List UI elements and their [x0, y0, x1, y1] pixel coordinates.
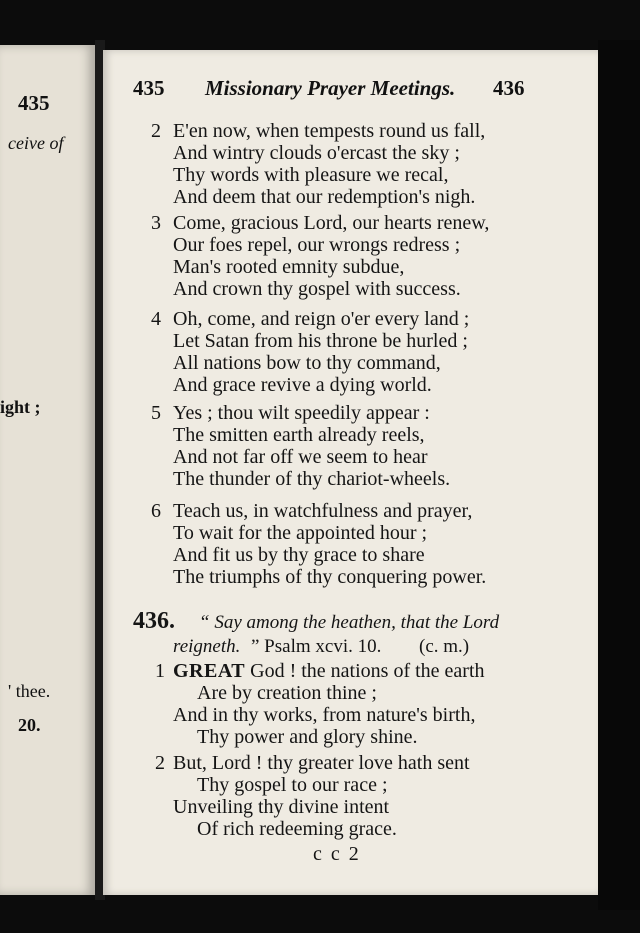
- verse-line: And wintry clouds o'ercast the sky ;: [173, 142, 460, 164]
- running-title: Missionary Prayer Meetings.: [205, 76, 456, 100]
- meter-label: (c. m.): [419, 636, 470, 657]
- verse-line: And in thy works, from nature's birth,: [173, 704, 476, 726]
- verse-line: And deem that our redemption's nigh.: [173, 186, 476, 208]
- verse-line: Of rich redeeming grace.: [197, 818, 397, 840]
- drop-cap-word: GREAT: [173, 660, 246, 682]
- scripture-reference: ” Psalm xcvi. 10.: [251, 636, 382, 657]
- verse-line: Yes ; thou wilt speedily appear :: [173, 402, 430, 424]
- verse-line: Our foes repel, our wrongs redress ;: [173, 234, 461, 256]
- left-page-fragment: 20.: [18, 715, 41, 735]
- left-page-fragment: ight ;: [0, 397, 41, 417]
- left-page-edge: [0, 45, 95, 895]
- hymn-number: 436.: [133, 608, 175, 634]
- left-page-fragment: ' thee.: [8, 681, 51, 701]
- verse-line: Let Satan from his throne be hurled ;: [173, 330, 468, 352]
- verse-number: 5: [151, 402, 161, 424]
- verse-line: E'en now, when tempests round us fall,: [173, 120, 486, 142]
- left-page-fragment: ceive of: [8, 133, 64, 153]
- verse-number: 6: [151, 500, 161, 522]
- left-page-number: 435: [18, 91, 50, 115]
- verse-number: 1: [155, 660, 165, 682]
- verse-line: But, Lord ! thy greater love hath sent: [173, 752, 470, 774]
- running-header: [133, 76, 533, 102]
- verse-line: The smitten earth already reels,: [173, 424, 425, 446]
- verse-number: 3: [151, 212, 161, 234]
- hymn-range-start: 435: [133, 76, 165, 100]
- verse-line: Are by creation thine ;: [197, 682, 377, 704]
- hymn-epigraph: “ Say among the heathen, that the Lord: [199, 612, 500, 633]
- verse-line: Thy gospel to our race ;: [197, 774, 388, 796]
- verse-line: And fit us by thy grace to share: [173, 544, 425, 566]
- verse-line: Unveiling thy divine intent: [173, 796, 390, 818]
- verse-line: Man's rooted emnity subdue,: [173, 256, 405, 278]
- verse-line: The thunder of thy chariot-wheels.: [173, 468, 451, 490]
- verse-line: All nations bow to thy command,: [173, 352, 441, 374]
- verse-line: Oh, come, and reign o'er every land ;: [173, 308, 470, 330]
- hymn-epigraph-end: reigneth.: [173, 636, 241, 657]
- verse-line: Teach us, in watchfulness and prayer,: [173, 500, 473, 522]
- verse-line: And not far off we seem to hear: [173, 446, 428, 468]
- signature-mark: c c 2: [313, 843, 361, 865]
- page-edge-shadow: [598, 40, 640, 910]
- verse-number: 2: [151, 120, 161, 142]
- verse-line: And grace revive a dying world.: [173, 374, 432, 396]
- verse-number: 4: [151, 308, 161, 330]
- verse-line: And crown thy gospel with success.: [173, 278, 461, 300]
- book-page: [103, 50, 598, 895]
- verse-line: The triumphs of thy conquering power.: [173, 566, 487, 588]
- verse-line: To wait for the appointed hour ;: [173, 522, 428, 544]
- verse-line: Come, gracious Lord, our hearts renew,: [173, 212, 490, 234]
- hymn-range-end: 436: [493, 76, 525, 100]
- verse-number: 2: [155, 752, 165, 774]
- verse-first-line: [173, 660, 485, 682]
- verse-line-rest: God ! the nations of the earth: [245, 660, 485, 682]
- verse-line: Thy power and glory shine.: [197, 726, 418, 748]
- verse-line: Thy words with pleasure we recal,: [173, 164, 449, 186]
